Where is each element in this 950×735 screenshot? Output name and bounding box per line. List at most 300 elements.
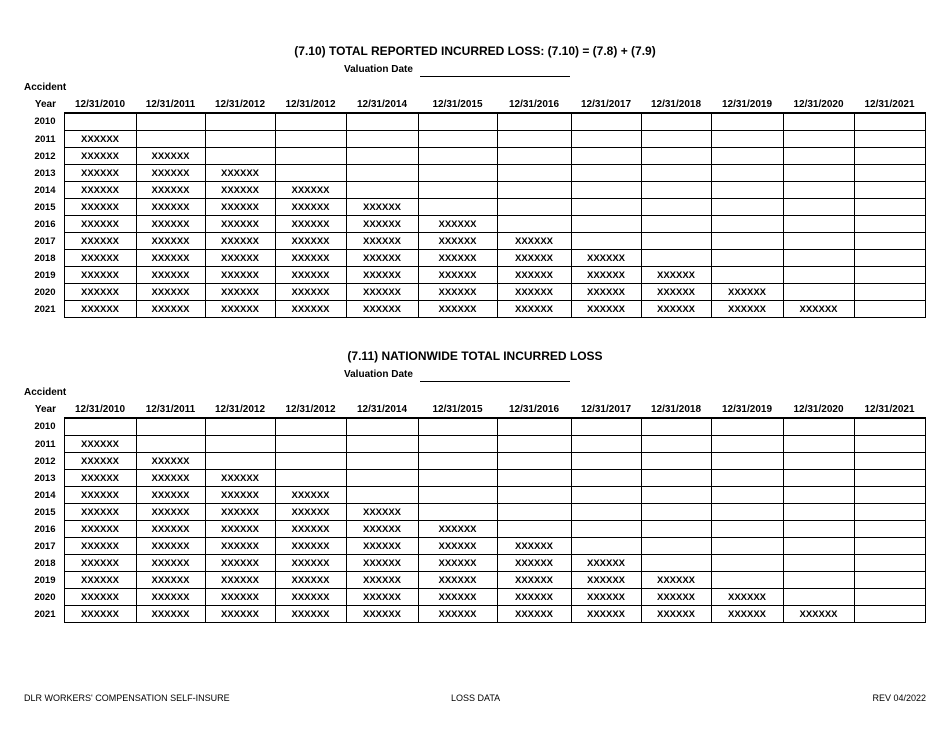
loss-cell[interactable] <box>275 113 346 131</box>
loss-cell[interactable] <box>571 453 641 470</box>
loss-cell[interactable] <box>641 131 711 148</box>
loss-cell[interactable]: XXXXXX <box>136 165 205 182</box>
loss-cell[interactable] <box>711 572 783 589</box>
loss-cell[interactable] <box>275 453 346 470</box>
loss-cell[interactable] <box>205 418 275 436</box>
loss-cell[interactable] <box>783 504 854 521</box>
loss-cell[interactable] <box>711 233 783 250</box>
loss-cell[interactable]: XXXXXX <box>418 538 497 555</box>
loss-cell[interactable]: XXXXXX <box>418 606 497 623</box>
loss-cell[interactable]: XXXXXX <box>418 284 497 301</box>
loss-cell[interactable]: XXXXXX <box>497 301 571 318</box>
loss-cell[interactable]: XXXXXX <box>641 589 711 606</box>
loss-cell[interactable]: XXXXXX <box>418 301 497 318</box>
loss-cell[interactable]: XXXXXX <box>205 182 275 199</box>
loss-cell[interactable] <box>641 470 711 487</box>
loss-cell[interactable]: XXXXXX <box>136 267 205 284</box>
loss-cell[interactable]: XXXXXX <box>641 301 711 318</box>
loss-cell[interactable]: XXXXXX <box>64 453 136 470</box>
loss-cell[interactable] <box>497 453 571 470</box>
loss-cell[interactable] <box>854 521 925 538</box>
loss-cell[interactable] <box>854 148 925 165</box>
loss-cell[interactable] <box>205 131 275 148</box>
loss-cell[interactable] <box>136 418 205 436</box>
loss-cell[interactable]: XXXXXX <box>346 504 418 521</box>
loss-cell[interactable]: XXXXXX <box>64 233 136 250</box>
loss-cell[interactable] <box>136 113 205 131</box>
loss-cell[interactable] <box>136 131 205 148</box>
loss-cell[interactable]: XXXXXX <box>497 606 571 623</box>
loss-cell[interactable]: XXXXXX <box>346 606 418 623</box>
loss-cell[interactable] <box>641 538 711 555</box>
loss-cell[interactable] <box>783 418 854 436</box>
loss-cell[interactable] <box>854 233 925 250</box>
loss-cell[interactable]: XXXXXX <box>64 470 136 487</box>
loss-cell[interactable] <box>497 165 571 182</box>
loss-cell[interactable]: XXXXXX <box>205 572 275 589</box>
loss-cell[interactable] <box>854 199 925 216</box>
loss-cell[interactable] <box>854 182 925 199</box>
loss-cell[interactable] <box>571 233 641 250</box>
loss-cell[interactable]: XXXXXX <box>205 165 275 182</box>
loss-cell[interactable]: XXXXXX <box>641 267 711 284</box>
table-row <box>24 199 925 216</box>
loss-cell[interactable]: XXXXXX <box>136 606 205 623</box>
loss-cell[interactable] <box>418 165 497 182</box>
loss-cell[interactable] <box>854 418 925 436</box>
loss-cell[interactable]: XXXXXX <box>64 555 136 572</box>
loss-cell[interactable] <box>418 182 497 199</box>
valuation-date-field[interactable] <box>420 381 570 382</box>
loss-cell[interactable]: XXXXXX <box>64 436 136 453</box>
loss-cell[interactable]: XXXXXX <box>571 606 641 623</box>
accident-year: 2018 <box>34 252 56 264</box>
loss-cell[interactable] <box>783 555 854 572</box>
table-row <box>24 589 925 606</box>
loss-cell[interactable] <box>783 165 854 182</box>
loss-cell[interactable] <box>205 436 275 453</box>
loss-cell[interactable]: XXXXXX <box>136 487 205 504</box>
loss-cell[interactable] <box>641 487 711 504</box>
loss-cell[interactable] <box>275 470 346 487</box>
loss-cell[interactable] <box>418 131 497 148</box>
loss-cell[interactable] <box>711 504 783 521</box>
loss-cell[interactable]: XXXXXX <box>205 521 275 538</box>
loss-cell[interactable] <box>571 165 641 182</box>
loss-cell[interactable]: XXXXXX <box>64 250 136 267</box>
loss-cell[interactable]: XXXXXX <box>136 453 205 470</box>
loss-cell[interactable] <box>497 436 571 453</box>
loss-cell[interactable] <box>497 470 571 487</box>
loss-cell[interactable] <box>711 487 783 504</box>
loss-cell[interactable]: XXXXXX <box>64 487 136 504</box>
loss-cell[interactable]: XXXXXX <box>205 589 275 606</box>
loss-cell[interactable]: XXXXXX <box>783 606 854 623</box>
loss-cell[interactable] <box>783 250 854 267</box>
loss-cell[interactable]: XXXXXX <box>346 284 418 301</box>
loss-cell[interactable] <box>854 301 925 318</box>
loss-cell[interactable]: XXXXXX <box>497 538 571 555</box>
loss-cell[interactable] <box>854 504 925 521</box>
loss-cell[interactable] <box>346 453 418 470</box>
loss-cell[interactable] <box>641 216 711 233</box>
loss-cell[interactable] <box>783 148 854 165</box>
loss-cell[interactable] <box>136 436 205 453</box>
loss-cell[interactable]: XXXXXX <box>275 572 346 589</box>
loss-cell[interactable]: XXXXXX <box>275 250 346 267</box>
loss-cell[interactable]: XXXXXX <box>346 216 418 233</box>
loss-cell[interactable]: XXXXXX <box>497 589 571 606</box>
loss-cell[interactable] <box>571 182 641 199</box>
loss-cell[interactable]: XXXXXX <box>275 521 346 538</box>
loss-cell[interactable]: XXXXXX <box>641 606 711 623</box>
loss-cell[interactable]: XXXXXX <box>418 555 497 572</box>
valuation-column-header: 12/31/2011 <box>145 98 196 110</box>
loss-cell[interactable]: XXXXXX <box>711 589 783 606</box>
loss-cell[interactable]: XXXXXX <box>571 267 641 284</box>
loss-cell[interactable]: XXXXXX <box>346 267 418 284</box>
loss-cell[interactable] <box>783 284 854 301</box>
loss-cell[interactable]: XXXXXX <box>571 284 641 301</box>
loss-cell[interactable]: XXXXXX <box>418 572 497 589</box>
loss-cell[interactable]: XXXXXX <box>275 487 346 504</box>
loss-cell[interactable]: XXXXXX <box>64 284 136 301</box>
loss-cell[interactable] <box>783 113 854 131</box>
loss-cell[interactable] <box>854 487 925 504</box>
loss-cell[interactable] <box>854 113 925 131</box>
loss-cell[interactable] <box>571 504 641 521</box>
loss-cell[interactable] <box>418 453 497 470</box>
loss-cell[interactable]: XXXXXX <box>497 555 571 572</box>
loss-cell[interactable] <box>418 504 497 521</box>
loss-cell[interactable] <box>641 199 711 216</box>
loss-cell[interactable]: XXXXXX <box>275 538 346 555</box>
loss-cell[interactable] <box>64 418 136 436</box>
loss-cell[interactable] <box>641 182 711 199</box>
loss-cell[interactable]: XXXXXX <box>205 606 275 623</box>
loss-cell[interactable] <box>711 538 783 555</box>
loss-cell[interactable] <box>346 487 418 504</box>
loss-cell[interactable] <box>571 199 641 216</box>
loss-cell[interactable]: XXXXXX <box>275 216 346 233</box>
loss-cell[interactable] <box>275 165 346 182</box>
loss-cell[interactable] <box>275 131 346 148</box>
loss-cell[interactable]: XXXXXX <box>418 589 497 606</box>
loss-cell[interactable] <box>641 521 711 538</box>
loss-cell[interactable] <box>571 131 641 148</box>
loss-cell[interactable] <box>346 182 418 199</box>
loss-cell[interactable]: XXXXXX <box>136 589 205 606</box>
loss-cell[interactable] <box>783 436 854 453</box>
loss-cell[interactable]: XXXXXX <box>205 555 275 572</box>
valuation-date-label: Valuation Date <box>344 369 413 380</box>
loss-cell[interactable]: XXXXXX <box>275 606 346 623</box>
loss-cell[interactable]: XXXXXX <box>205 538 275 555</box>
loss-cell[interactable] <box>711 470 783 487</box>
loss-cell[interactable]: XXXXXX <box>571 555 641 572</box>
loss-cell[interactable] <box>854 267 925 284</box>
loss-cell[interactable]: XXXXXX <box>64 199 136 216</box>
loss-cell[interactable] <box>783 538 854 555</box>
loss-cell[interactable] <box>783 199 854 216</box>
loss-cell[interactable] <box>711 148 783 165</box>
loss-cell[interactable] <box>346 131 418 148</box>
loss-cell[interactable] <box>783 216 854 233</box>
loss-cell[interactable] <box>418 418 497 436</box>
loss-cell[interactable]: XXXXXX <box>275 267 346 284</box>
loss-cell[interactable]: XXXXXX <box>418 521 497 538</box>
loss-cell[interactable]: XXXXXX <box>275 504 346 521</box>
loss-cell[interactable]: XXXXXX <box>205 250 275 267</box>
footer-right: REV 04/2022 <box>872 693 926 703</box>
loss-cell[interactable]: XXXXXX <box>346 301 418 318</box>
loss-cell[interactable]: XXXXXX <box>64 301 136 318</box>
loss-cell[interactable]: XXXXXX <box>571 572 641 589</box>
loss-cell[interactable] <box>711 113 783 131</box>
loss-cell[interactable] <box>641 250 711 267</box>
loss-cell[interactable] <box>418 436 497 453</box>
loss-cell[interactable] <box>346 436 418 453</box>
loss-cell[interactable] <box>711 131 783 148</box>
loss-cell[interactable] <box>346 113 418 131</box>
accident-year: 2014 <box>34 489 56 501</box>
loss-cell[interactable] <box>711 250 783 267</box>
loss-cell[interactable]: XXXXXX <box>571 589 641 606</box>
loss-cell[interactable] <box>497 148 571 165</box>
loss-cell[interactable]: XXXXXX <box>497 267 571 284</box>
loss-cell[interactable]: XXXXXX <box>136 504 205 521</box>
loss-cell[interactable]: XXXXXX <box>346 572 418 589</box>
loss-cell[interactable] <box>783 233 854 250</box>
loss-cell[interactable]: XXXXXX <box>205 301 275 318</box>
loss-cell[interactable]: XXXXXX <box>64 589 136 606</box>
loss-cell[interactable]: XXXXXX <box>136 470 205 487</box>
loss-cell[interactable] <box>571 113 641 131</box>
loss-cell[interactable]: XXXXXX <box>136 301 205 318</box>
accident-year: 2013 <box>34 472 56 484</box>
loss-cell[interactable] <box>641 148 711 165</box>
loss-cell[interactable]: XXXXXX <box>346 250 418 267</box>
loss-cell[interactable] <box>783 182 854 199</box>
loss-cell[interactable]: XXXXXX <box>136 148 205 165</box>
loss-cell[interactable]: XXXXXX <box>205 233 275 250</box>
loss-cell[interactable]: XXXXXX <box>64 606 136 623</box>
loss-cell[interactable]: XXXXXX <box>497 250 571 267</box>
loss-cell[interactable] <box>418 199 497 216</box>
loss-cell[interactable] <box>641 233 711 250</box>
loss-cell[interactable]: XXXXXX <box>275 199 346 216</box>
loss-cell[interactable] <box>854 572 925 589</box>
loss-cell[interactable]: XXXXXX <box>205 470 275 487</box>
loss-cell[interactable] <box>711 521 783 538</box>
loss-cell[interactable]: XXXXXX <box>205 267 275 284</box>
loss-cell[interactable]: XXXXXX <box>418 250 497 267</box>
loss-cell[interactable]: XXXXXX <box>136 233 205 250</box>
loss-cell[interactable] <box>711 453 783 470</box>
loss-cell[interactable]: XXXXXX <box>497 572 571 589</box>
loss-cell[interactable] <box>783 453 854 470</box>
loss-cell[interactable]: XXXXXX <box>783 301 854 318</box>
loss-cell[interactable] <box>711 555 783 572</box>
loss-cell[interactable] <box>346 165 418 182</box>
loss-cell[interactable]: XXXXXX <box>346 199 418 216</box>
loss-cell[interactable] <box>571 216 641 233</box>
loss-cell[interactable]: XXXXXX <box>136 572 205 589</box>
loss-cell[interactable]: XXXXXX <box>497 284 571 301</box>
loss-cell[interactable] <box>64 113 136 131</box>
loss-cell[interactable] <box>711 199 783 216</box>
loss-cell[interactable]: XXXXXX <box>346 555 418 572</box>
loss-cell[interactable] <box>783 521 854 538</box>
loss-cell[interactable]: XXXXXX <box>64 131 136 148</box>
loss-cell[interactable] <box>418 113 497 131</box>
loss-cell[interactable]: XXXXXX <box>418 233 497 250</box>
loss-cell[interactable]: XXXXXX <box>205 504 275 521</box>
loss-cell[interactable] <box>205 113 275 131</box>
loss-cell[interactable] <box>571 436 641 453</box>
loss-cell[interactable]: XXXXXX <box>571 250 641 267</box>
loss-cell[interactable]: XXXXXX <box>136 538 205 555</box>
loss-cell[interactable] <box>641 165 711 182</box>
loss-cell[interactable] <box>641 453 711 470</box>
loss-cell[interactable] <box>854 216 925 233</box>
loss-cell[interactable] <box>418 470 497 487</box>
loss-cell[interactable] <box>783 470 854 487</box>
loss-cell[interactable] <box>854 470 925 487</box>
loss-cell[interactable]: XXXXXX <box>64 148 136 165</box>
loss-cell[interactable] <box>418 148 497 165</box>
loss-cell[interactable] <box>854 589 925 606</box>
loss-cell[interactable] <box>783 131 854 148</box>
loss-cell[interactable]: XXXXXX <box>205 487 275 504</box>
loss-cell[interactable]: XXXXXX <box>346 233 418 250</box>
loss-cell[interactable] <box>497 521 571 538</box>
loss-cell[interactable]: XXXXXX <box>346 538 418 555</box>
loss-cell[interactable] <box>205 148 275 165</box>
loss-cell[interactable]: XXXXXX <box>418 267 497 284</box>
loss-cell[interactable] <box>418 487 497 504</box>
loss-cell[interactable]: XXXXXX <box>346 521 418 538</box>
loss-cell[interactable]: XXXXXX <box>64 182 136 199</box>
loss-cell[interactable] <box>854 131 925 148</box>
loss-cell[interactable]: XXXXXX <box>275 233 346 250</box>
loss-cell[interactable]: XXXXXX <box>205 216 275 233</box>
loss-cell[interactable] <box>497 216 571 233</box>
loss-cell[interactable]: XXXXXX <box>136 182 205 199</box>
loss-cell[interactable] <box>497 131 571 148</box>
loss-cell[interactable] <box>641 504 711 521</box>
loss-cell[interactable] <box>571 470 641 487</box>
loss-cell[interactable]: XXXXXX <box>136 521 205 538</box>
loss-cell[interactable] <box>854 606 925 623</box>
loss-cell[interactable] <box>497 418 571 436</box>
loss-cell[interactable]: XXXXXX <box>136 199 205 216</box>
loss-cell[interactable] <box>497 113 571 131</box>
loss-cell[interactable] <box>783 267 854 284</box>
loss-cell[interactable] <box>641 555 711 572</box>
loss-cell[interactable]: XXXXXX <box>418 216 497 233</box>
loss-cell[interactable]: XXXXXX <box>275 555 346 572</box>
loss-cell[interactable] <box>346 418 418 436</box>
loss-cell[interactable] <box>571 521 641 538</box>
loss-cell[interactable]: XXXXXX <box>64 572 136 589</box>
loss-cell[interactable]: XXXXXX <box>275 589 346 606</box>
loss-cell[interactable]: XXXXXX <box>641 284 711 301</box>
loss-cell[interactable] <box>497 487 571 504</box>
loss-cell[interactable]: XXXXXX <box>711 301 783 318</box>
loss-cell[interactable] <box>783 589 854 606</box>
loss-cell[interactable] <box>571 538 641 555</box>
loss-cell[interactable]: XXXXXX <box>64 267 136 284</box>
loss-cell[interactable] <box>497 504 571 521</box>
loss-cell[interactable] <box>711 267 783 284</box>
loss-cell[interactable]: XXXXXX <box>136 555 205 572</box>
loss-cell[interactable] <box>497 199 571 216</box>
loss-cell[interactable] <box>854 165 925 182</box>
loss-cell[interactable] <box>854 538 925 555</box>
loss-cell[interactable]: XXXXXX <box>571 301 641 318</box>
loss-cell[interactable] <box>641 113 711 131</box>
loss-cell[interactable]: XXXXXX <box>136 216 205 233</box>
table-row <box>24 113 925 131</box>
loss-cell[interactable] <box>497 182 571 199</box>
loss-cell[interactable]: XXXXXX <box>136 250 205 267</box>
loss-cell[interactable]: XXXXXX <box>64 216 136 233</box>
loss-cell[interactable] <box>275 436 346 453</box>
loss-cell[interactable]: XXXXXX <box>205 284 275 301</box>
loss-cell[interactable]: XXXXXX <box>64 504 136 521</box>
loss-cell[interactable] <box>571 418 641 436</box>
loss-cell[interactable]: XXXXXX <box>275 284 346 301</box>
loss-cell[interactable] <box>346 470 418 487</box>
loss-cell[interactable]: XXXXXX <box>346 589 418 606</box>
loss-cell[interactable] <box>711 165 783 182</box>
loss-cell[interactable]: XXXXXX <box>64 521 136 538</box>
loss-cell[interactable]: XXXXXX <box>64 538 136 555</box>
accident-year: 2020 <box>34 591 56 603</box>
loss-cell[interactable]: XXXXXX <box>497 233 571 250</box>
loss-cell[interactable] <box>854 453 925 470</box>
loss-cell[interactable] <box>783 572 854 589</box>
loss-cell[interactable] <box>346 148 418 165</box>
loss-cell[interactable]: XXXXXX <box>64 165 136 182</box>
loss-cell[interactable]: XXXXXX <box>711 606 783 623</box>
loss-cell[interactable] <box>854 284 925 301</box>
loss-cell[interactable] <box>854 555 925 572</box>
loss-cell[interactable] <box>571 148 641 165</box>
loss-cell[interactable]: XXXXXX <box>275 301 346 318</box>
loss-cell[interactable] <box>711 182 783 199</box>
loss-cell[interactable] <box>711 436 783 453</box>
loss-cell[interactable] <box>711 418 783 436</box>
loss-cell[interactable]: XXXXXX <box>641 572 711 589</box>
loss-cell[interactable] <box>641 436 711 453</box>
loss-cell[interactable]: XXXXXX <box>205 199 275 216</box>
loss-cell[interactable] <box>641 418 711 436</box>
valuation-date-field[interactable] <box>420 76 570 77</box>
loss-cell[interactable] <box>571 487 641 504</box>
loss-cell[interactable] <box>205 453 275 470</box>
loss-cell[interactable]: XXXXXX <box>275 182 346 199</box>
loss-cell[interactable] <box>854 250 925 267</box>
loss-cell[interactable]: XXXXXX <box>711 284 783 301</box>
loss-cell[interactable] <box>711 216 783 233</box>
loss-cell[interactable] <box>275 148 346 165</box>
loss-cell[interactable] <box>854 436 925 453</box>
loss-cell[interactable] <box>783 487 854 504</box>
loss-cell[interactable] <box>275 418 346 436</box>
loss-cell[interactable]: XXXXXX <box>136 284 205 301</box>
